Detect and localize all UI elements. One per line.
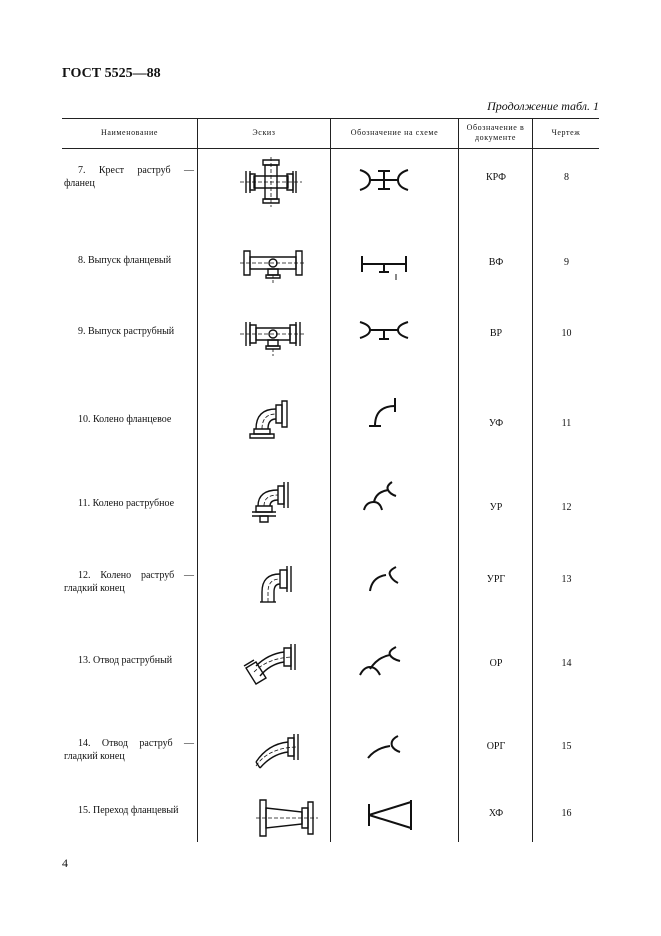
flanged-elbow-sketch <box>248 397 294 441</box>
flanged-outlet-sketch <box>238 245 308 285</box>
column-divider-3 <box>458 118 459 842</box>
drawing-number-cell: 11 <box>561 418 572 429</box>
drawing-number-cell: 13 <box>561 574 572 585</box>
socket-outlet-symbol <box>358 318 410 348</box>
bend-socket-spigot-sketch <box>252 730 308 772</box>
bend-socket-spigot-symbol <box>366 734 406 762</box>
cross-socket-flange-symbol <box>358 165 410 195</box>
document-code-cell: УФ <box>488 418 504 429</box>
document-code-cell: КРФ <box>486 172 506 183</box>
table-continuation-label: Продолжение табл. 1 <box>487 99 599 113</box>
row-name: 10. Колено фланцевое <box>78 414 172 425</box>
column-header-drawing: Чертеж <box>551 128 581 137</box>
flanged-elbow-symbol <box>365 396 405 430</box>
row-name: 14. Отвод раструб — гладкий конец <box>64 738 194 762</box>
socket-outlet-sketch <box>238 318 308 358</box>
flanged-reducer-symbol <box>365 798 417 832</box>
column-header-document-code: Обозначение в документе <box>466 123 525 142</box>
row-name: 15. Переход фланцевый <box>78 805 179 816</box>
row-name: 13. Отвод раструбный <box>78 655 173 666</box>
document-code-cell: УРГ <box>486 574 506 585</box>
document-code-cell: ОР <box>489 658 503 669</box>
drawing-number-cell: 16 <box>561 808 572 819</box>
column-header-scheme-symbol: Обозначение на схеме <box>350 128 439 137</box>
document-code-cell: ОРГ <box>486 741 506 752</box>
row-name: 11. Колено раструбное <box>78 498 175 509</box>
drawing-number-cell: 10 <box>561 328 572 339</box>
document-code: ГОСТ 5525—88 <box>62 66 161 81</box>
page-number: 4 <box>62 856 68 870</box>
drawing-number-cell: 12 <box>561 502 572 513</box>
column-divider-1 <box>197 118 198 842</box>
socket-bend-symbol <box>358 645 404 679</box>
column-divider-4 <box>532 118 533 842</box>
flanged-outlet-symbol <box>358 252 410 282</box>
drawing-number-cell: 14 <box>561 658 572 669</box>
drawing-number-cell: 8 <box>564 172 569 183</box>
socket-elbow-symbol <box>362 480 406 514</box>
document-code-cell: ВФ <box>488 257 504 268</box>
elbow-socket-spigot-symbol <box>364 565 404 597</box>
column-header-sketch: Эскиз <box>252 128 276 137</box>
column-header-name: Наименование <box>100 128 159 137</box>
elbow-socket-spigot-sketch <box>254 562 300 608</box>
row-name: 8. Выпуск фланцевый <box>78 255 172 266</box>
column-divider-2 <box>330 118 331 842</box>
document-code-cell: ВР <box>489 328 503 339</box>
socket-elbow-sketch <box>250 478 296 526</box>
row-name: 9. Выпуск раструбный <box>78 326 175 337</box>
document-code-cell: УР <box>489 502 503 513</box>
flanged-reducer-sketch <box>256 798 320 838</box>
row-name: 7. Крест раструб — фланец <box>64 165 194 189</box>
document-code-cell: ХФ <box>488 808 504 819</box>
cross-socket-flange-sketch <box>236 157 306 207</box>
row-name: 12. Колено раструб — гладкий конец <box>64 570 194 594</box>
drawing-number-cell: 9 <box>564 257 569 268</box>
drawing-number-cell: 15 <box>561 741 572 752</box>
socket-bend-sketch <box>242 642 304 686</box>
